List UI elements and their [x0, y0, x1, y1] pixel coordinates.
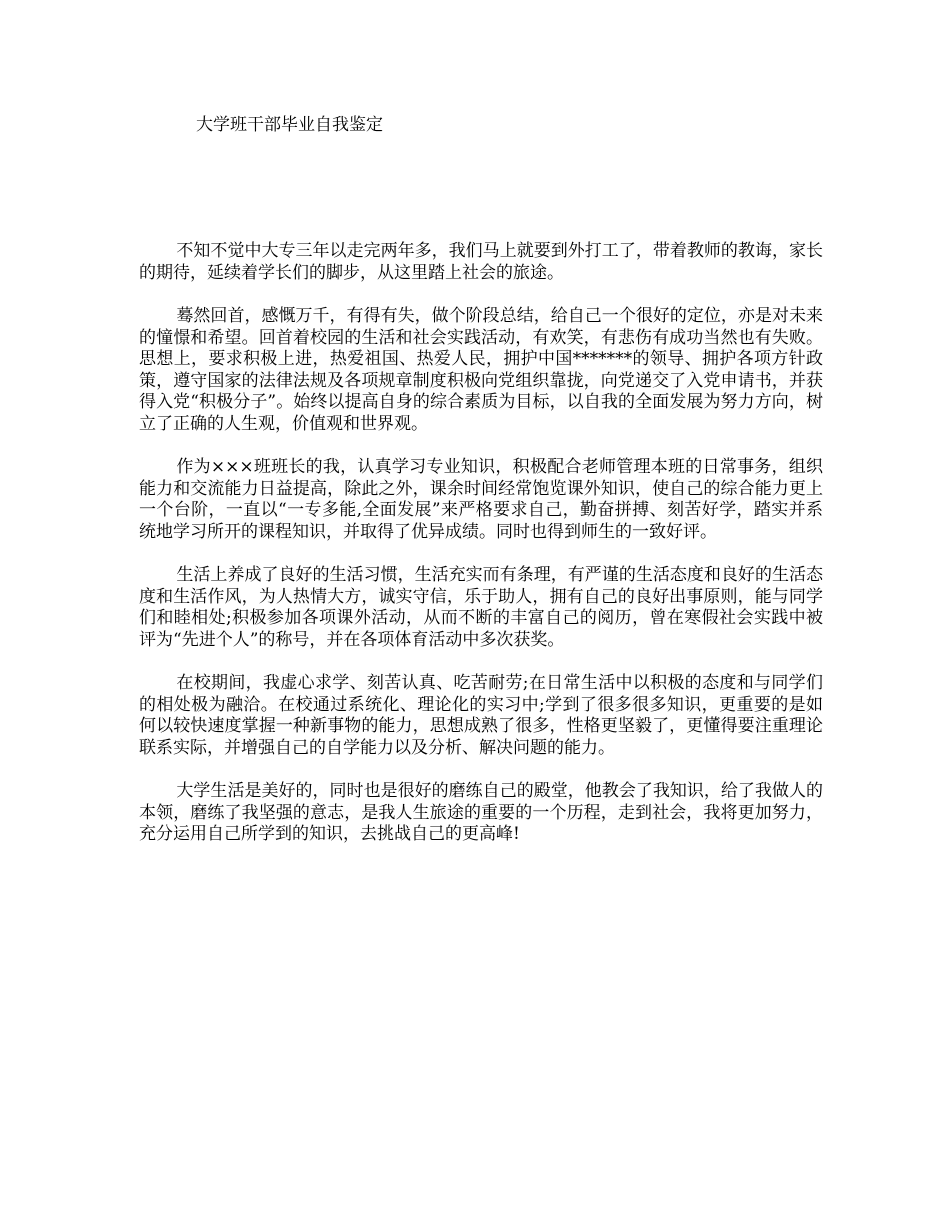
paragraph-intro: 不知不觉中大专三年以走完两年多，我们马上就要到外打工了，带着教师的教诲，家长的期待，延续着学长们的脚步，从这里踏上社会的旅途。 — [139, 241, 823, 283]
paragraph-reflection: 蓦然回首，感慨万千，有得有失，做个阶段总结，给自己一个很好的定位，亦是对未来的憧憬和希望。回首着校园的生活和社会实践活动，有欢笑，有悲伤有成功当然也有失败。思想上，要求积极上进，热爱祖国、热爱人民，拥护中国*******的领导、拥护各项方针政策，遵守国家的法律法规及各项规章制度积极向党组织靠拢，向党递交了入党申请书，并获得入党“积极分子”。始终以提高自身的综合素质为目标，以自我的全面发展为努力方向，树立了正确的人生观，价值观和世界观。 — [139, 306, 823, 434]
paragraph-class-monitor: 作为×××班班长的我，认真学习专业知识，积极配合老师管理本班的日常事务，组织能力和交流能力日益提高，除此之外，课余时间经常饱览课外知识，使自己的综合能力更上一个台阶，一直以“一专多能,全面发展”来严格要求自己，勤奋拼搏、刻苦好学，踏实并系统地学习所开的课程知识，并取得了优异成绩。同时也得到师生的一致好评。 — [139, 457, 823, 542]
paragraph-school-period: 在校期间，我虚心求学、刻苦认真、吃苦耐劳;在日常生活中以积极的态度和与同学们的相处极为融洽。在校通过系统化、理论化的实习中;学到了很多很多知识，更重要的是如何以较快速度掌握一种新事物的能力，思想成熟了很多，性格更坚毅了，更懂得要注重理论联系实际，并增强自己的自学能力以及分析、解决问题的能力。 — [139, 673, 823, 758]
paragraph-conclusion: 大学生活是美好的，同时也是很好的磨练自己的殿堂，他教会了我知识，给了我做人的本领，磨练了我坚强的意志，是我人生旅途的重要的一个历程，走到社会，我将更加努力，充分运用自己所学到的知识，去挑战自己的更高峰! — [139, 781, 823, 844]
paragraph-life: 生活上养成了良好的生活习惯，生活充实而有条理，有严谨的生活态度和良好的生活态度和生活作风，为人热情大方，诚实守信，乐于助人，拥有自己的良好出事原则，能与同学们和睦相处;积极参加各项课外活动，从而不断的丰富自己的阅历，曾在寒假社会实践中被评为“先进个人”的称号，并在各项体育活动中多次获奖。 — [139, 565, 823, 650]
document-title: 大学班干部毕业自我鉴定 — [196, 115, 383, 135]
document-body — [139, 241, 823, 868]
